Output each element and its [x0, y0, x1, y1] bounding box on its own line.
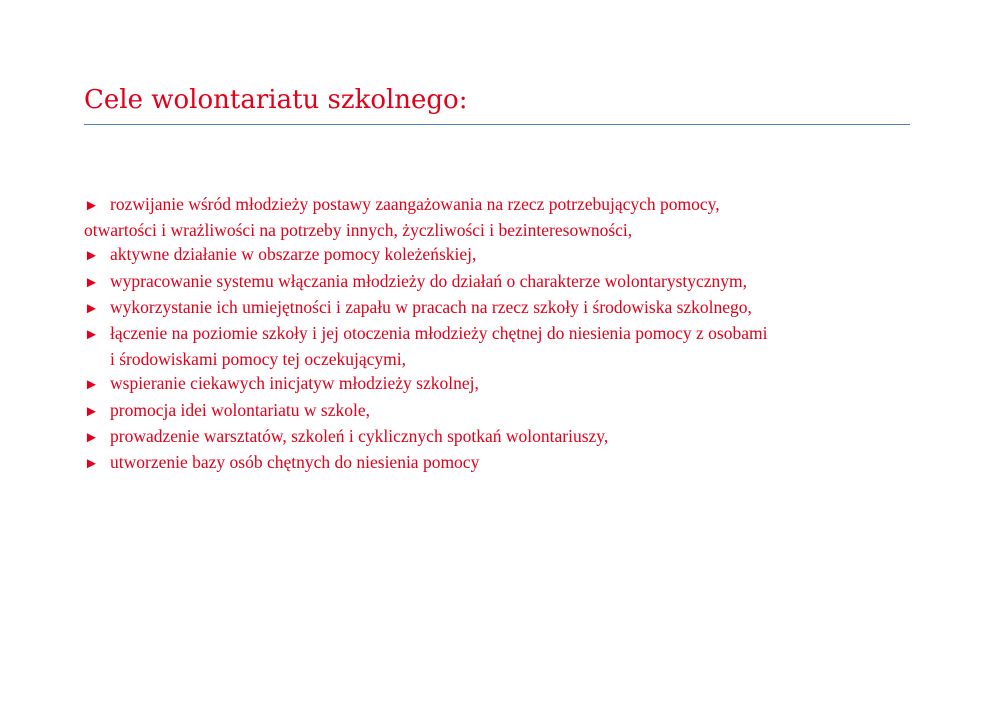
goal-text-continuation: i środowiskami pomocy tej oczekującymi, [110, 349, 406, 370]
goal-text: utworzenie bazy osób chętnych do niesienia pomocy [110, 452, 480, 473]
goal-item [84, 450, 924, 476]
bullet-arrow-icon: ► [84, 429, 99, 446]
goal-text: wykorzystanie ich umiejętności i zapału w pracach na rzecz szkoły i środowiska szkolnego, [110, 296, 752, 317]
bullet-arrow-icon: ► [84, 377, 99, 394]
title-underline-divider [84, 124, 910, 125]
goal-item [84, 321, 924, 371]
goal-item [84, 269, 924, 295]
goal-text: wspieranie ciekawych inicjatyw młodzieży szkolnej, [110, 373, 479, 394]
goal-text: łączenie na poziomie szkoły i jej otoczenia młodzieży chętnej do niesienia pomocy z osobami [110, 323, 768, 344]
page-title: Cele wolontariatu szkolnego: [84, 85, 468, 115]
bullet-arrow-icon: ► [84, 248, 99, 265]
goal-text: wypracowanie systemu włączania młodzieży do działań o charakterze wolontarystycznym, [110, 270, 748, 291]
bullet-arrow-icon: ► [84, 403, 99, 420]
goal-text: promocja idei wolontariatu w szkole, [110, 399, 370, 420]
goal-text: rozwijanie wśród młodzieży postawy zaangażowania na rzecz potrzebujących pomocy, [110, 194, 720, 214]
goal-item [84, 295, 924, 321]
goal-item [84, 192, 924, 242]
goal-item [84, 242, 924, 268]
bullet-arrow-icon: ► [84, 274, 99, 291]
goal-text: prowadzenie warsztatów, szkoleń i cyklicznych spotkań wolontariuszy, [110, 425, 609, 446]
bullet-arrow-icon: ► [84, 300, 99, 317]
bullet-arrow-icon: ► [84, 327, 99, 344]
goal-text: aktywne działanie w obszarze pomocy koleżeńskiej, [110, 244, 477, 265]
bullet-arrow-icon: ► [84, 456, 99, 473]
bullet-arrow-icon: ► [84, 198, 99, 214]
goal-item [84, 371, 924, 397]
goal-item [84, 424, 924, 450]
goals-list [84, 192, 924, 476]
goal-item [84, 398, 924, 424]
goal-text-continuation: otwartości i wrażliwości na potrzeby innych, życzliwości i bezinteresowności, [84, 220, 633, 241]
